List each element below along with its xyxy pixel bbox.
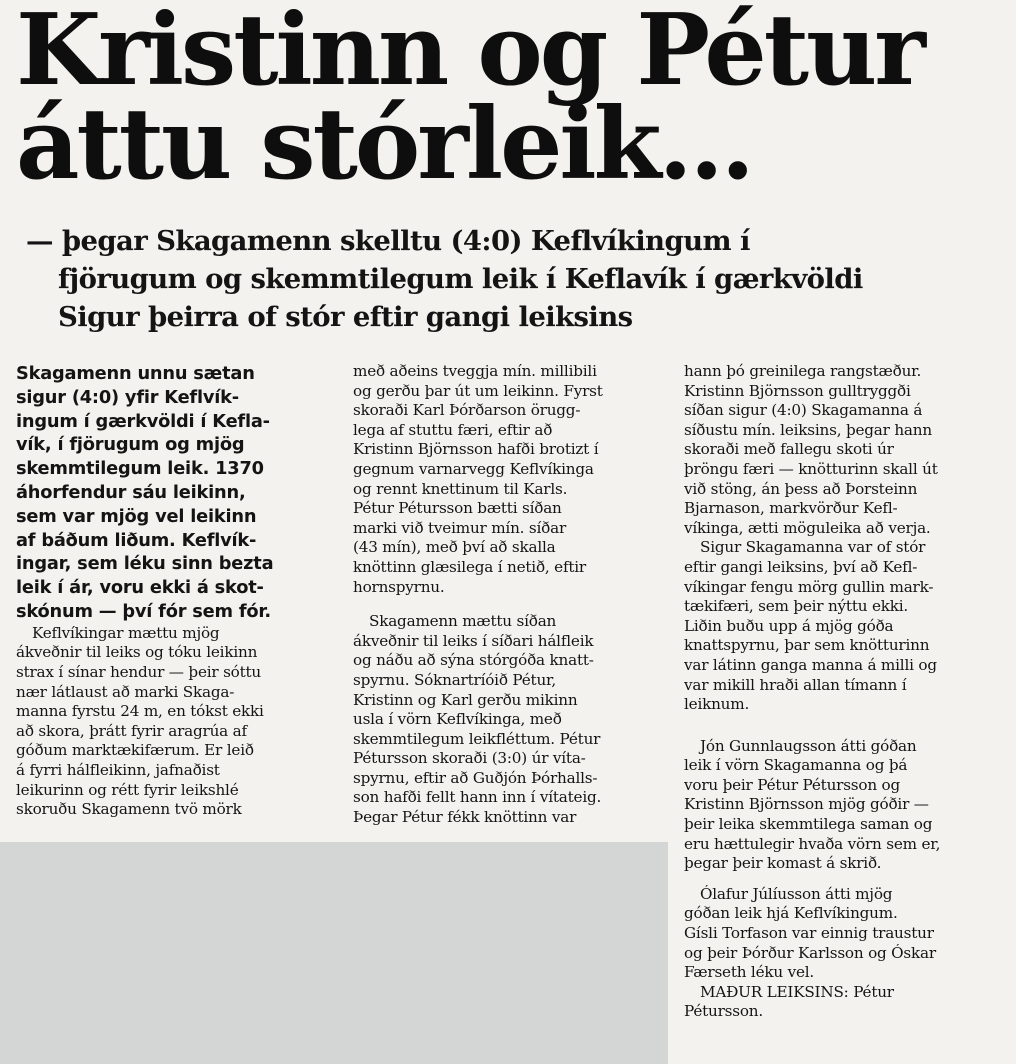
text-line: Færseth léku vel. — [684, 963, 815, 982]
text-line: var mikill hraði allan tímann í — [684, 675, 907, 694]
body-paragraph — [16, 624, 322, 820]
text-line: tækifæri, sem þeir nýttu ekki. — [684, 597, 909, 616]
text-line: spyrnu. Sóknartríóið Pétur, — [353, 670, 557, 689]
article-column-3 — [684, 362, 1000, 1022]
text-line: strax í sínar hendur — þeir sóttu — [16, 662, 262, 681]
text-line: af báðum liðum. Keflvík- — [16, 529, 257, 551]
text-line: síðustu mín. leiksins, þegar hann — [684, 420, 932, 439]
text-line: Þegar Pétur fékk knöttinn var — [353, 808, 577, 827]
text-line: þeir leika skemmtilega saman og — [684, 815, 933, 834]
text-line: skónum — því fór sem fór. — [16, 600, 271, 622]
subheadline-line-1: — þegar Skagamenn skelltu (4:0) Keflvíkingum í — [26, 225, 750, 257]
text-line: Keflvíkingar mættu mjög — [32, 623, 220, 642]
text-line: og þeir Þórður Karlsson og Óskar — [684, 943, 936, 962]
body-paragraph — [353, 612, 665, 828]
text-line: Kristinn Björnsson gulltryggði — [684, 381, 911, 400]
lead-paragraph — [16, 362, 322, 624]
body-paragraph — [684, 362, 1000, 538]
headline-line-2: áttu stórleik... — [16, 87, 752, 202]
headline-line-1: Kristinn og Pétur — [16, 0, 923, 108]
man-of-the-match-line: MAÐUR LEIKSINS: Pétur — [700, 982, 894, 1001]
text-line: Skagamenn mættu síðan — [369, 612, 557, 631]
text-line: með aðeins tveggja mín. millibili — [353, 362, 597, 380]
text-line: víkinga, ætti möguleika að verja. — [684, 518, 931, 537]
text-line: ingar, sem léku sinn bezta — [16, 553, 274, 575]
subheadline-line-3: Sigur þeirra of stór eftir gangi leiksins — [58, 301, 633, 333]
text-line: þegar þeir komast á skrið. — [684, 854, 882, 873]
text-line: voru þeir Pétur Pétursson og — [684, 775, 901, 794]
text-line: góðum marktækifærum. Er leið — [16, 741, 254, 760]
text-line: við stöng, án þess að Þorsteinn — [684, 479, 918, 498]
text-line: sem var mjög vel leikinn — [16, 505, 257, 527]
text-line: Gísli Torfason var einnig traustur — [684, 924, 934, 943]
text-line: marki við tveimur mín. síðar — [353, 518, 567, 537]
article-column-2 — [353, 362, 665, 828]
text-line: leikurinn og rétt fyrir leikshlé — [16, 780, 239, 799]
text-line: og náðu að sýna stórgóða knatt- — [353, 651, 594, 670]
text-line: ákveðnir til leiks í síðari hálfleik — [353, 631, 594, 650]
text-line: á fyrri hálfleikinn, jafnaðist — [16, 760, 220, 779]
text-line: Jón Gunnlaugsson átti góðan — [700, 736, 917, 755]
text-line: Kristinn Björnsson mjög góðir — — [684, 795, 929, 814]
text-line: eru hættulegir hvaða vörn sem er, — [684, 834, 941, 853]
text-line: síðan sigur (4:0) Skagamanna á — [684, 401, 923, 420]
text-line: og gerðu þar út um leikinn. Fyrst — [353, 381, 603, 400]
text-line: sigur (4:0) yfir Keflvík- — [16, 386, 239, 408]
text-line: að skora, þrátt fyrir aragrúa af — [16, 721, 247, 740]
text-line: eftir gangi leiksins, því að Kefl- — [684, 557, 918, 576]
text-line: manna fyrstu 24 m, en tókst ekki — [16, 702, 264, 721]
headline — [16, 0, 1008, 202]
text-line: Liðin buðu upp á mjög góða — [684, 616, 894, 635]
text-line: þröngu færi — knötturinn skall út — [684, 459, 938, 478]
text-line: var látinn ganga manna á milli og — [684, 655, 937, 674]
text-line: Pétursson skoraði (3:0) úr víta- — [353, 749, 586, 768]
text-line: Kristinn og Karl gerðu mikinn — [353, 690, 578, 709]
text-line: Pétursson. — [684, 1002, 764, 1021]
text-line: skoraði með fallegu skoti úr — [684, 440, 894, 459]
body-paragraph — [353, 362, 665, 597]
subheadline-line-2: fjörugum og skemmtilegum leik í Keflavík í gærkvöldi — [58, 263, 863, 295]
text-line: Skagamenn unnu sætan — [16, 363, 255, 384]
text-line: hornspyrnu. — [353, 577, 445, 596]
text-line: leik í ár, voru ekki á skot- — [16, 577, 264, 599]
subheadline — [26, 222, 1006, 336]
text-line: hann þó greinilega rangstæður. — [684, 362, 922, 380]
text-line: son hafði fellt hann inn í vítateig. — [353, 788, 602, 807]
text-line: (43 mín), með því að skalla — [353, 538, 556, 557]
text-line: ákveðnir til leiks og tóku leikinn — [16, 643, 258, 662]
body-paragraph — [684, 737, 1000, 874]
body-paragraph — [684, 885, 1000, 1022]
text-line: Sigur Skagamanna var of stór — [700, 538, 926, 557]
text-line: skemmtilegum leikfléttum. Pétur — [353, 729, 601, 748]
text-line: nær látlaust að marki Skaga- — [16, 682, 235, 701]
text-line: Pétur Pétursson bætti síðan — [353, 499, 562, 518]
text-line: góðan leik hjá Keflvíkingum. — [684, 904, 898, 923]
text-line: víkingar fengu mörg gullin mark- — [684, 577, 934, 596]
text-line: áhorfendur sáu leikinn, — [16, 481, 246, 503]
text-line: Ólafur Júlíusson átti mjög — [700, 884, 893, 903]
text-line: lega af stuttu færi, eftir að — [353, 420, 553, 439]
text-line: leiknum. — [684, 695, 750, 714]
text-line: knattspyrnu, þar sem knötturinn — [684, 636, 930, 655]
text-line: Bjarnason, markvörður Kefl- — [684, 499, 898, 518]
text-line: skoraði Karl Þórðarson örugg- — [353, 401, 581, 420]
text-line: knöttinn glæsilega í netið, eftir — [353, 557, 586, 576]
article-column-1 — [16, 362, 322, 820]
text-line: skoruðu Skagamenn tvö mörk — [16, 800, 242, 819]
text-line: skemmtilegum leik. 1370 — [16, 458, 264, 480]
text-line: leik í vörn Skagamanna og þá — [684, 756, 908, 775]
text-line: Kristinn Björnsson hafði brotizt í — [353, 440, 599, 459]
text-line: ingum í gærkvöldi í Kefla- — [16, 410, 270, 432]
text-line: spyrnu, eftir að Guðjón Þórhalls- — [353, 768, 598, 787]
text-line: vík, í fjörugum og mjög — [16, 434, 245, 456]
text-line: gegnum varnarvegg Keflvíkinga — [353, 459, 594, 478]
text-line: usla í vörn Keflvíkinga, með — [353, 710, 562, 729]
text-line: og rennt knettinum til Karls. — [353, 479, 568, 498]
body-paragraph — [684, 538, 1000, 714]
empty-background-area — [0, 842, 668, 1064]
